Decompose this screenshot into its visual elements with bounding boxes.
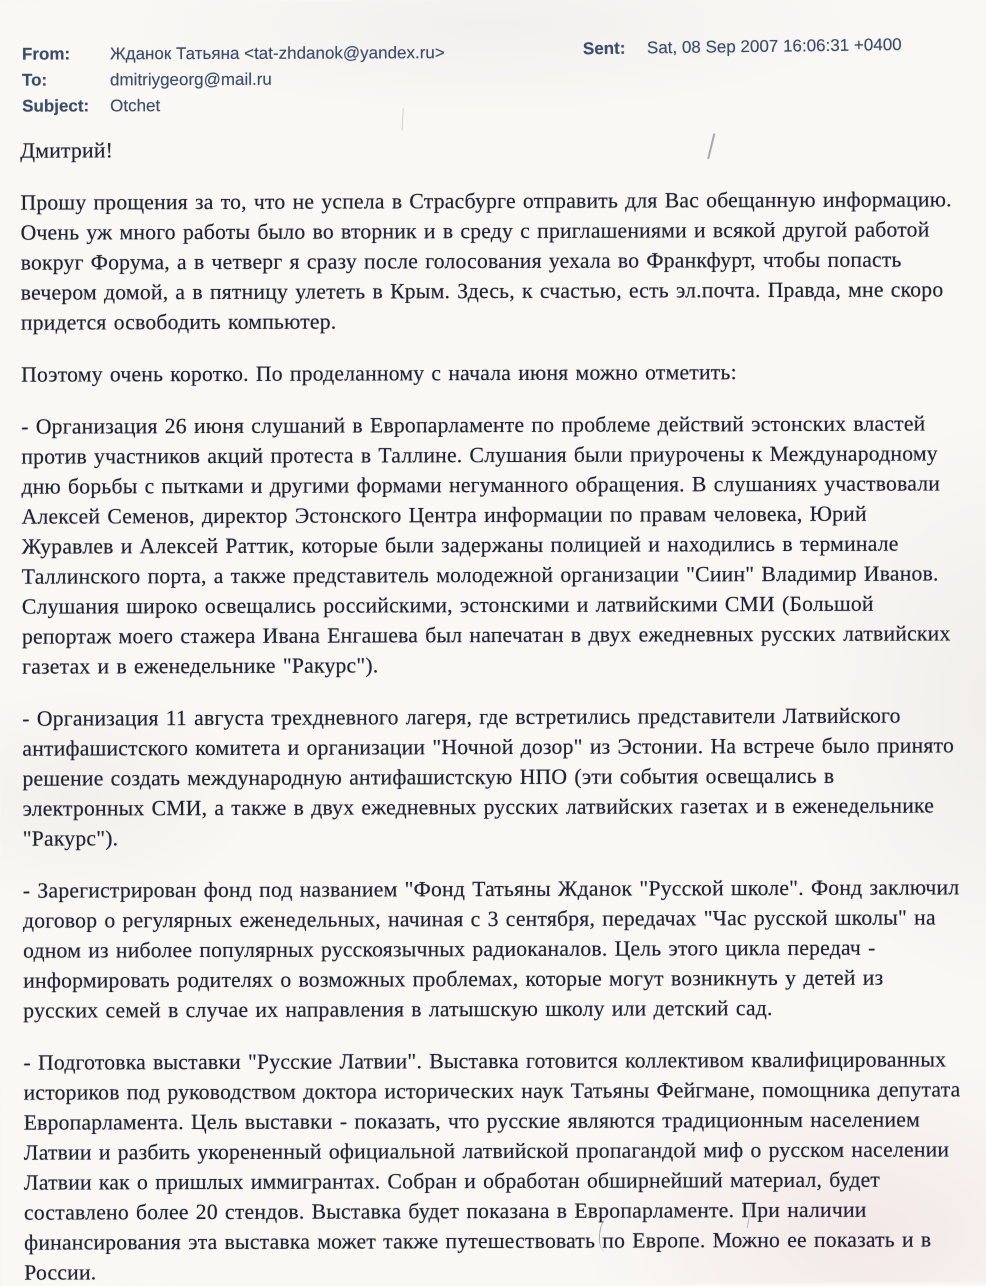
text-line: договор о регулярных еженедельных, начиная с 3 сентября, передачах "Час русской школы" на [22, 905, 936, 933]
body-paragraph [23, 1044, 986, 1285]
subject-label: Subject: [22, 96, 90, 116]
greeting-paragraph [20, 132, 984, 165]
from-value: Жданок Татьяна <tat-zhdanok@yandex.ru> [109, 43, 445, 64]
text-line: информировать родителях о возможных проблемах, которые могут возникнуть у детей из [23, 965, 884, 993]
text-line: вечером домой, а в пятницу улететь в Крым. Здесь, к счастью, есть эл.почта. Правда, мне скоро [20, 277, 944, 305]
text-line: финансирования эта выставка может также путешествовать по Европе. Можно ее показать и в [24, 1227, 932, 1255]
text-line: составлено более 20 стендов. Выставка будет показана в Европарламенте. При наличии [23, 1197, 867, 1225]
sent-label: Sent: [582, 38, 626, 59]
text-line: России. [24, 1260, 97, 1285]
to-row [22, 64, 984, 93]
text-line: антифашистского комитета и организации "Ночной дозор" из Эстонии. На встрече было принято [22, 733, 955, 761]
body-paragraph [20, 184, 985, 337]
text-line: дню борьбы с пытками и другими формами негуманного обращения. В слушаниях участвовали [21, 471, 941, 499]
text-line: Поэтому очень коротко. По проделанному с начала июня можно отметить: [21, 360, 737, 387]
body-paragraph [21, 408, 986, 681]
text-line: Дмитрий! [20, 138, 114, 163]
text-line: Алексей Семенов, директор Эстонского Центра информации по правам человека, Юрий [21, 501, 867, 529]
text-line: Таллинского порта, а также представитель молодежной организации "Сиин" Владимир Иванов. [21, 561, 939, 589]
text-line: придется освободить компьютер. [20, 309, 337, 335]
email-header [0, 0, 984, 120]
subject-row [22, 90, 984, 119]
sent-value: Sat, 08 Sep 2007 16:06:31 +0400 [646, 35, 902, 58]
text-line: электронных СМИ, а также в двух ежедневных русских латвийских газетах и в еженедельнике [22, 793, 935, 821]
to-value: dmitriygeorg@mail.ru [110, 69, 272, 90]
text-line: против участников акций протеста в Таллине. Слушания были приурочены к Международному [21, 441, 938, 469]
text-line: - Зарегистрирован фонд под названием "Фонд Татьяны Жданок "Русской школе". Фонд заключил [22, 875, 960, 903]
text-line: - Организация 11 августа трехдневного лагеря, где встретились представители Латвийского [22, 703, 901, 731]
from-label: From: [21, 44, 71, 64]
to-label: To: [22, 70, 48, 90]
email-body [0, 116, 986, 1285]
text-line: историков под руководством доктора исторических наук Татьяны Фейгмане, помощника депутата [23, 1077, 961, 1105]
text-line: Очень уж много работы было во вторник и в среду с приглашениями и всякой другой работой [20, 217, 930, 245]
text-line: Латвии как о пришлых иммигрантах. Собран и обработан обширнейший материал, будет [23, 1167, 881, 1195]
text-line: вокруг Форума, а в четверг я сразу после голосования уехала во Франкфурт, чтобы попасть [20, 247, 902, 275]
text-line: репортаж моего стажера Ивана Енгашева был напечатан в двух ежедневных русских латвийских [21, 621, 951, 649]
subject-value: Otchet [110, 96, 161, 116]
text-line: Европарламента. Цель выставки - показать, что русские являются традиционным населением [23, 1107, 921, 1135]
text-line: - Подготовка выставки "Русские Латвии". Выставка готовится коллективом квалифицированных [23, 1047, 947, 1075]
body-paragraph [21, 356, 985, 389]
text-line: русских семей в случае их направления в латышскую школу или детский сад. [23, 996, 773, 1023]
body-paragraph [22, 700, 986, 853]
text-line: Латвии и разбить укорененный официальной латвийской пропагандой миф о русском населении [23, 1137, 950, 1165]
text-line: Слушания широко освещались российскими, эстонскими и латвийскими СМИ (Большой [21, 591, 874, 619]
text-line: газетах и в еженедельнике "Ракурс"). [22, 653, 379, 679]
text-line: одном из ниболее популярных русскоязычных радиоканалов. Цель этого цикла передач - [23, 935, 876, 963]
text-line: решение создать международную антифашистскую НПО (эти события освещались в [22, 763, 835, 791]
sent-row [583, 35, 902, 59]
body-paragraph [23, 872, 986, 1025]
text-line: "Ракурс"). [22, 826, 119, 851]
text-line: Журавлев и Алексей Раттик, которые были задержаны полицией и находились в терминале [21, 531, 899, 559]
text-line: - Организация 26 июня слушаний в Европарламенте по проблеме действий эстонских властей [21, 411, 926, 439]
text-line: Прошу прощения за то, что не успела в Страсбурге отправить для Вас обещанную информацию. [20, 187, 952, 215]
